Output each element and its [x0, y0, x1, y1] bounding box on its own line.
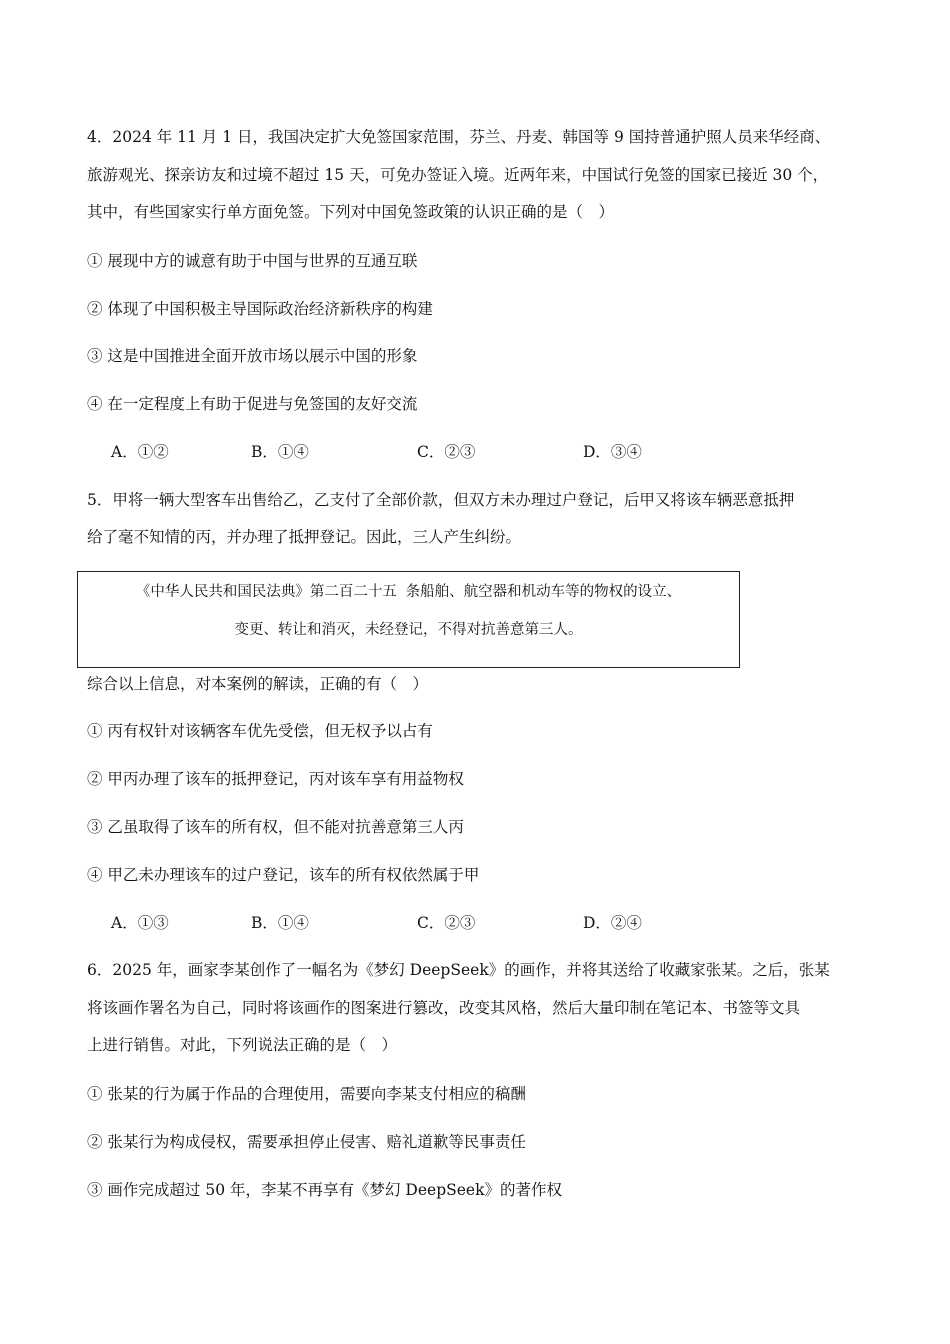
question-6-stem-line-1: 6．2025 年，画家李某创作了一幅名为《梦幻 DeepSeek》的画作，并将其送给了收藏家张某。之后，张某	[87, 961, 830, 979]
question-5-stem-line-1: 5．甲将一辆大型客车出售给乙，乙支付了全部价款，但双方未办理过户登记，后甲又将该车辆恶意抵押	[87, 491, 795, 509]
question-5-option-c: C．②③	[417, 914, 476, 932]
question-6-statement-1: ① 张某的行为属于作品的合理使用，需要向李某支付相应的稿酬	[87, 1085, 526, 1103]
question-4-stem-line-1: 4．2024 年 11 月 1 日，我国决定扩大免签国家范围，芬兰、丹麦、韩国等 9 国持普通护照人员来华经商、	[87, 128, 831, 146]
law-article-box	[77, 571, 740, 668]
question-6-stem-line-3: 上进行销售。对此，下列说法正确的是（ ）	[87, 1036, 398, 1054]
question-6-statement-2: ② 张某行为构成侵权，需要承担停止侵害、赔礼道歉等民事责任	[87, 1133, 526, 1151]
question-4-statement-4: ④ 在一定程度上有助于促进与免签国的友好交流	[87, 395, 418, 413]
question-4-stem-line-2: 旅游观光、探亲访友和过境不超过 15 天，可免办签证入境。近两年来，中国试行免签的国家已接近 30 个，	[87, 166, 829, 184]
question-4-statement-1: ① 展现中方的诚意有助于中国与世界的互通互联	[87, 252, 418, 270]
question-4-option-b: B．①④	[251, 443, 309, 461]
question-4-statement-2: ② 体现了中国积极主导国际政治经济新秩序的构建	[87, 300, 433, 318]
question-4-option-a: A．①②	[111, 443, 169, 461]
question-4-option-c: C．②③	[417, 443, 476, 461]
question-5-option-d: D．②④	[583, 914, 642, 932]
law-article-line-2: 变更、转让和消灭，未经登记，不得对抗善意第三人。	[234, 622, 583, 638]
question-4-option-d: D．③④	[583, 443, 642, 461]
question-6-statement-3: ③ 画作完成超过 50 年，李某不再享有《梦幻 DeepSeek》的著作权	[87, 1181, 562, 1199]
question-5-stem-line-2: 给了毫不知情的丙，并办理了抵押登记。因此，三人产生纠纷。	[87, 528, 522, 546]
question-6-stem-line-2: 将该画作署名为自己，同时将该画作的图案进行篡改，改变其风格，然后大量印制在笔记本、书签等文具	[87, 999, 801, 1017]
law-article-line-1: 《中华人民共和国民法典》第二百二十五 条船舶、航空器和机动车等的物权的设立、	[135, 584, 682, 600]
question-4-stem-line-3: 其中，有些国家实行单方面免签。下列对中国免签政策的认识正确的是（ ）	[87, 203, 615, 221]
question-5-statement-1: ① 丙有权针对该辆客车优先受偿，但无权予以占有	[87, 722, 433, 740]
question-5-statement-4: ④ 甲乙未办理该车的过户登记，该车的所有权依然属于甲	[87, 866, 480, 884]
question-5-statement-2: ② 甲丙办理了该车的抵押登记，丙对该车享有用益物权	[87, 770, 464, 788]
question-4-statement-3: ③ 这是中国推进全面开放市场以展示中国的形象	[87, 347, 418, 365]
question-5-statement-3: ③ 乙虽取得了该车的所有权，但不能对抗善意第三人丙	[87, 818, 464, 836]
question-5-prompt: 综合以上信息，对本案例的解读，正确的有（ ）	[87, 675, 429, 693]
question-5-option-a: A．①③	[111, 914, 169, 932]
question-5-option-b: B．①④	[251, 914, 309, 932]
